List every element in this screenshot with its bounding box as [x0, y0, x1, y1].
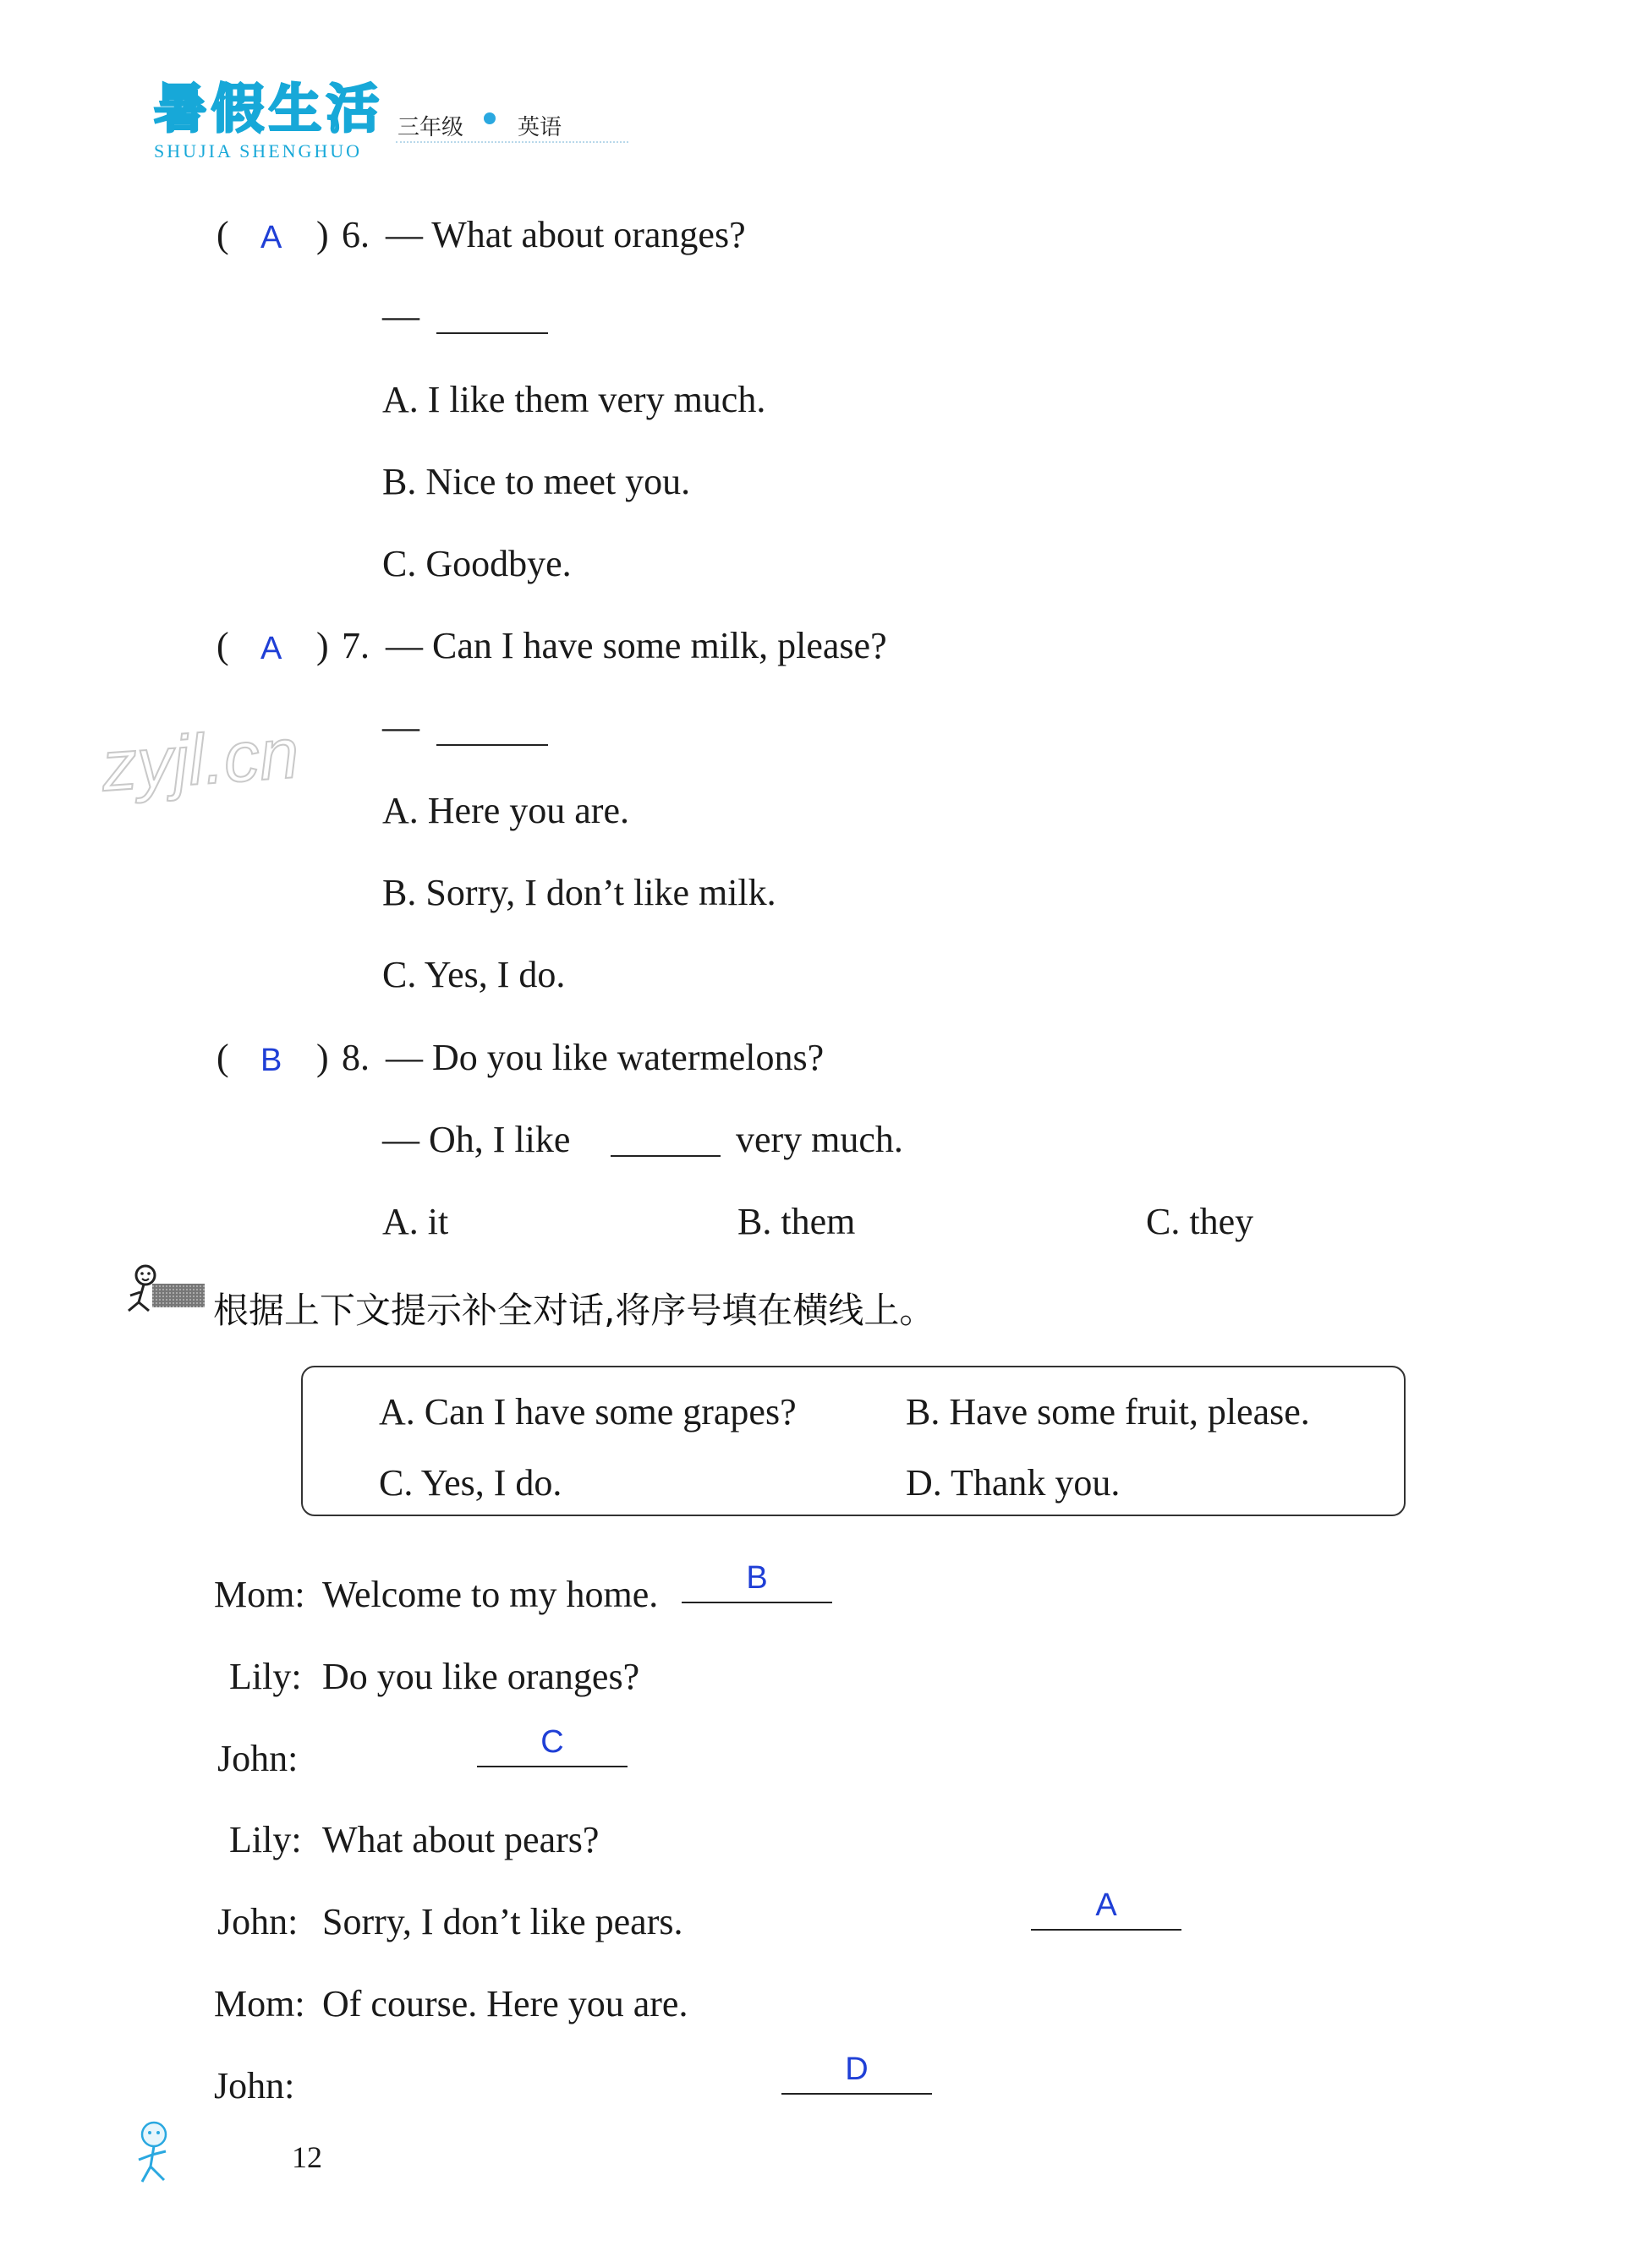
section-title: 根据上下文提示补全对话,将序号填在横线上。 [213, 1290, 935, 1331]
dialogue-5-speaker: John: [217, 1901, 299, 1942]
question-7-option-b: B. Sorry, I don’t like milk. [382, 872, 776, 913]
question-6-option-c: C. Goodbye. [382, 543, 572, 584]
dialogue-1-speaker: Mom: [214, 1574, 305, 1615]
question-6-blank [436, 332, 548, 334]
footer-kid-icon [127, 2114, 186, 2190]
logo [154, 78, 385, 162]
question-6-number: 6. [342, 214, 370, 255]
question-8-reply-before: — Oh, I like [382, 1119, 571, 1160]
question-6-answer: A [260, 220, 282, 255]
watermark: zyjl.cn [98, 712, 302, 807]
question-6-prompt: — What about oranges? [386, 214, 746, 255]
question-8-option-a: A. it [382, 1201, 449, 1242]
dialogue-5-blank [1031, 1887, 1181, 1931]
dialogue-7-answer: D [845, 2052, 869, 2087]
dialogue-2-speaker: Lily: [229, 1656, 302, 1697]
box-option-c: C. Yes, I do. [379, 1462, 562, 1504]
header-grade: 三年级 [397, 115, 464, 140]
question-7-answer: A [260, 631, 282, 666]
dialogue-2-text: Do you like oranges? [322, 1656, 640, 1697]
question-7-bracket-close: ) [316, 625, 329, 666]
dialogue-6-text: Of course. Here you are. [322, 1983, 688, 2024]
question-6-option-a: A. I like them very much. [382, 379, 766, 420]
question-6-bracket-close: ) [316, 214, 329, 255]
question-8-prompt: — Do you like watermelons? [386, 1037, 825, 1078]
question-7-reply-dash: — [382, 706, 419, 748]
logo-pinyin: SHUJIA SHENGHUO [154, 140, 363, 162]
question-8-answer: B [260, 1043, 282, 1078]
question-8-blank [611, 1155, 721, 1157]
page-number: 12 [292, 2140, 322, 2174]
question-6-bracket: ( [217, 214, 229, 255]
dialogue-7-blank [781, 2052, 932, 2095]
question-7-bracket: ( [217, 625, 229, 666]
question-8-option-b: B. them [737, 1201, 856, 1242]
question-7-prompt: — Can I have some milk, please? [386, 625, 887, 666]
dialogue-1-text: Welcome to my home. [322, 1574, 659, 1615]
dialogue-1-blank [682, 1560, 832, 1603]
dialogue-3-blank [477, 1724, 628, 1767]
dialogue-6-speaker: Mom: [214, 1983, 305, 2024]
question-7-option-c: C. Yes, I do. [382, 954, 566, 995]
header-divider [396, 141, 628, 143]
question-8-option-c: C. they [1146, 1201, 1254, 1242]
dialogue-3-speaker: John: [217, 1738, 299, 1779]
question-6-reply-dash: — [382, 295, 419, 337]
header-subject: 英语 [518, 115, 562, 140]
question-7-number: 7. [342, 625, 370, 666]
header-dot-icon [484, 112, 496, 124]
question-8-number: 8. [342, 1037, 370, 1078]
dialogue-3-answer: C [540, 1724, 564, 1760]
box-option-a: A. Can I have some grapes? [379, 1391, 797, 1433]
dialogue-5-text: Sorry, I don’t like pears. [322, 1901, 683, 1942]
question-6-option-b: B. Nice to meet you. [382, 461, 691, 502]
question-7-option-a: A. Here you are. [382, 790, 629, 831]
dialogue-4-speaker: Lily: [229, 1819, 302, 1860]
running-kid-icon [125, 1262, 208, 1316]
dialogue-1-answer: B [746, 1560, 768, 1596]
box-option-d: D. Thank you. [906, 1462, 1121, 1504]
dialogue-7-speaker: John: [214, 2065, 295, 2106]
dialogue-4-text: What about pears? [322, 1819, 600, 1860]
question-8-bracket-close: ) [316, 1037, 329, 1078]
logo-text: 暑假生活 [154, 78, 385, 140]
box-option-b: B. Have some fruit, please. [906, 1391, 1310, 1433]
question-7-blank [436, 744, 548, 746]
question-8-reply-after: very much. [736, 1119, 903, 1160]
dialogue-5-answer: A [1095, 1887, 1117, 1923]
question-8-bracket: ( [217, 1037, 229, 1078]
